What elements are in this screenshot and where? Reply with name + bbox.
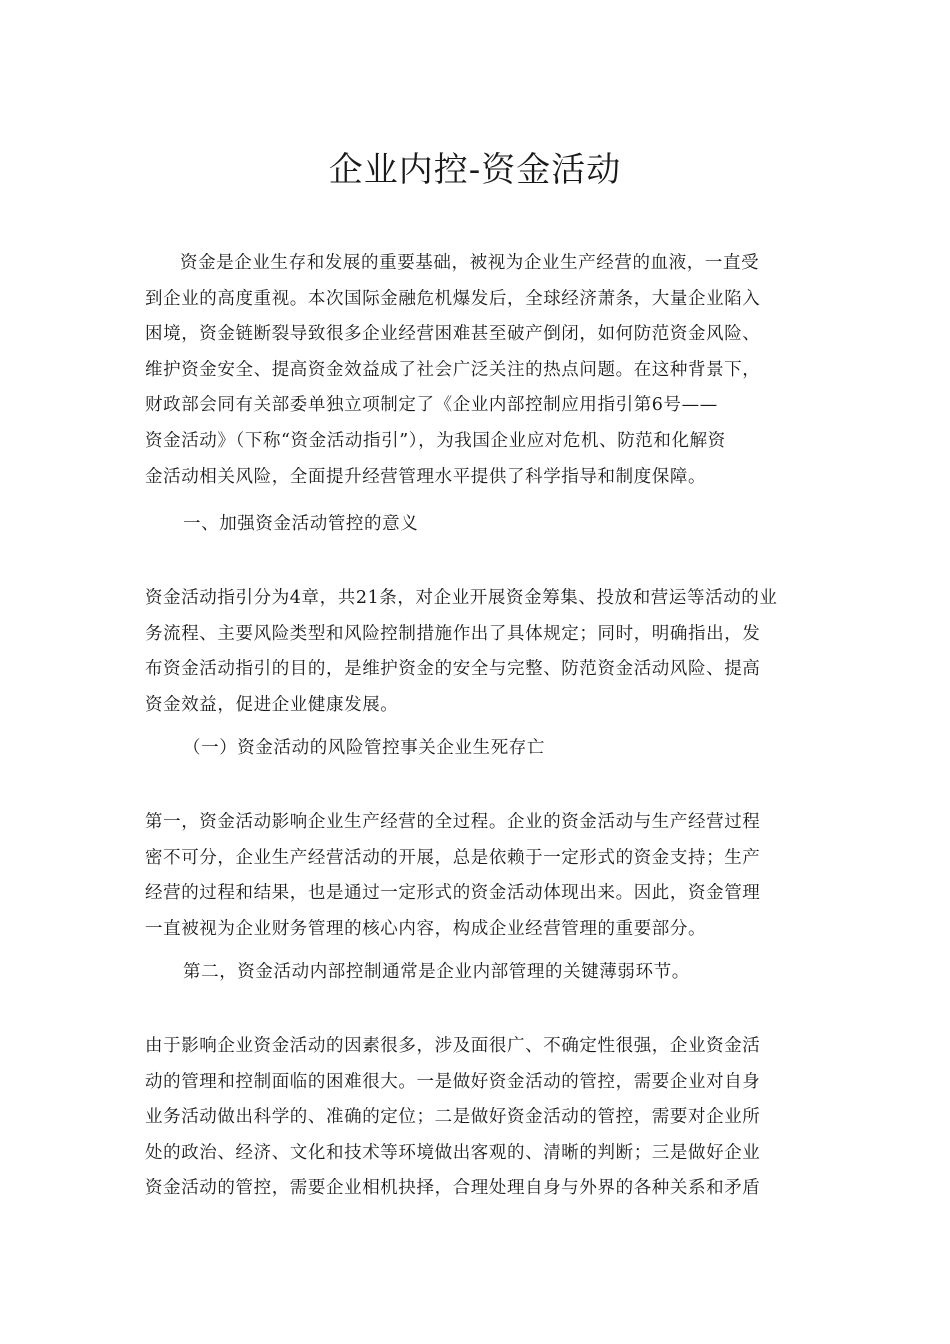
- section-1-paragraph: [145, 581, 810, 723]
- text-line: 密不可分，企业生产经营活动的开展，总是依赖于一定形式的资金支持；生产: [145, 847, 761, 868]
- text-line: 资金活动指引分为4章，共21条，对企业开展资金筹集、投放和营运等活动的业: [145, 588, 778, 608]
- text-line: 资金效益，促进企业健康发展。: [145, 694, 399, 715]
- text-line: 由于影响企业资金活动的因素很多，涉及面很广、不确定性很强，企业资金活: [145, 1036, 761, 1056]
- text-line: 务流程、主要风险类型和风险控制措施作出了具体规定；同时，明确指出，发: [145, 623, 761, 644]
- section-heading-1: 一、加强资金活动管控的意义: [183, 514, 419, 534]
- text-line: 维护资金安全、提高资金效益成了社会广泛关注的热点问题。在这种背景下，: [145, 359, 761, 380]
- section-2-paragraph: [145, 805, 810, 947]
- text-line: 金活动相关风险，全面提升经营管理水平提供了科学指导和制度保障。: [145, 466, 707, 487]
- text-line: 资金活动的管控，需要企业相机抉择，合理处理自身与外界的各种关系和矛盾: [145, 1178, 761, 1199]
- text-line: 经营的过程和结果，也是通过一定形式的资金活动体现出来。因此，资金管理: [145, 883, 761, 904]
- section-heading-2: （一）资金活动的风险管控事关企业生死存亡: [183, 738, 545, 758]
- text-line: 资金是企业生存和发展的重要基础，被视为企业生产经营的血液，一直受: [180, 253, 760, 273]
- intro-paragraph: [145, 246, 810, 495]
- text-line: 业务活动做出科学的、准确的定位；二是做好资金活动的管控，需要对企业所: [145, 1107, 761, 1128]
- text-line: 困境，资金链断裂导致很多企业经营困难甚至破产倒闭，如何防范资金风险、: [145, 324, 761, 345]
- text-line: 资金活动》（下称“资金活动指引”），为我国企业应对危机、防范和化解资: [145, 430, 726, 451]
- text-line: 处的政治、经济、文化和技术等环境做出客观的、清晰的判断；三是做好企业: [145, 1142, 761, 1163]
- text-line: 一直被视为企业财务管理的核心内容，构成企业经营管理的重要部分。: [145, 918, 707, 939]
- text-line: 第一，资金活动影响企业生产经营的全过程。企业的资金活动与生产经营过程: [145, 812, 761, 832]
- section-heading-3: 第二，资金活动内部控制通常是企业内部管理的关键薄弱环节。: [183, 962, 690, 982]
- text-line: 布资金活动指引的目的，是维护资金的安全与完整、防范资金活动风险、提高: [145, 659, 761, 680]
- document-title: 企业内控-资金活动: [328, 150, 622, 190]
- text-line: 到企业的高度重视。本次国际金融危机爆发后，全球经济萧条，大量企业陷入: [145, 288, 761, 309]
- text-line: 动的管理和控制面临的困难很大。一是做好资金活动的管控，需要企业对自身: [145, 1071, 761, 1092]
- text-line: 财政部会同有关部委单独立项制定了《企业内部控制应用指引第6号——: [145, 395, 718, 416]
- section-3-paragraph: [145, 1029, 810, 1207]
